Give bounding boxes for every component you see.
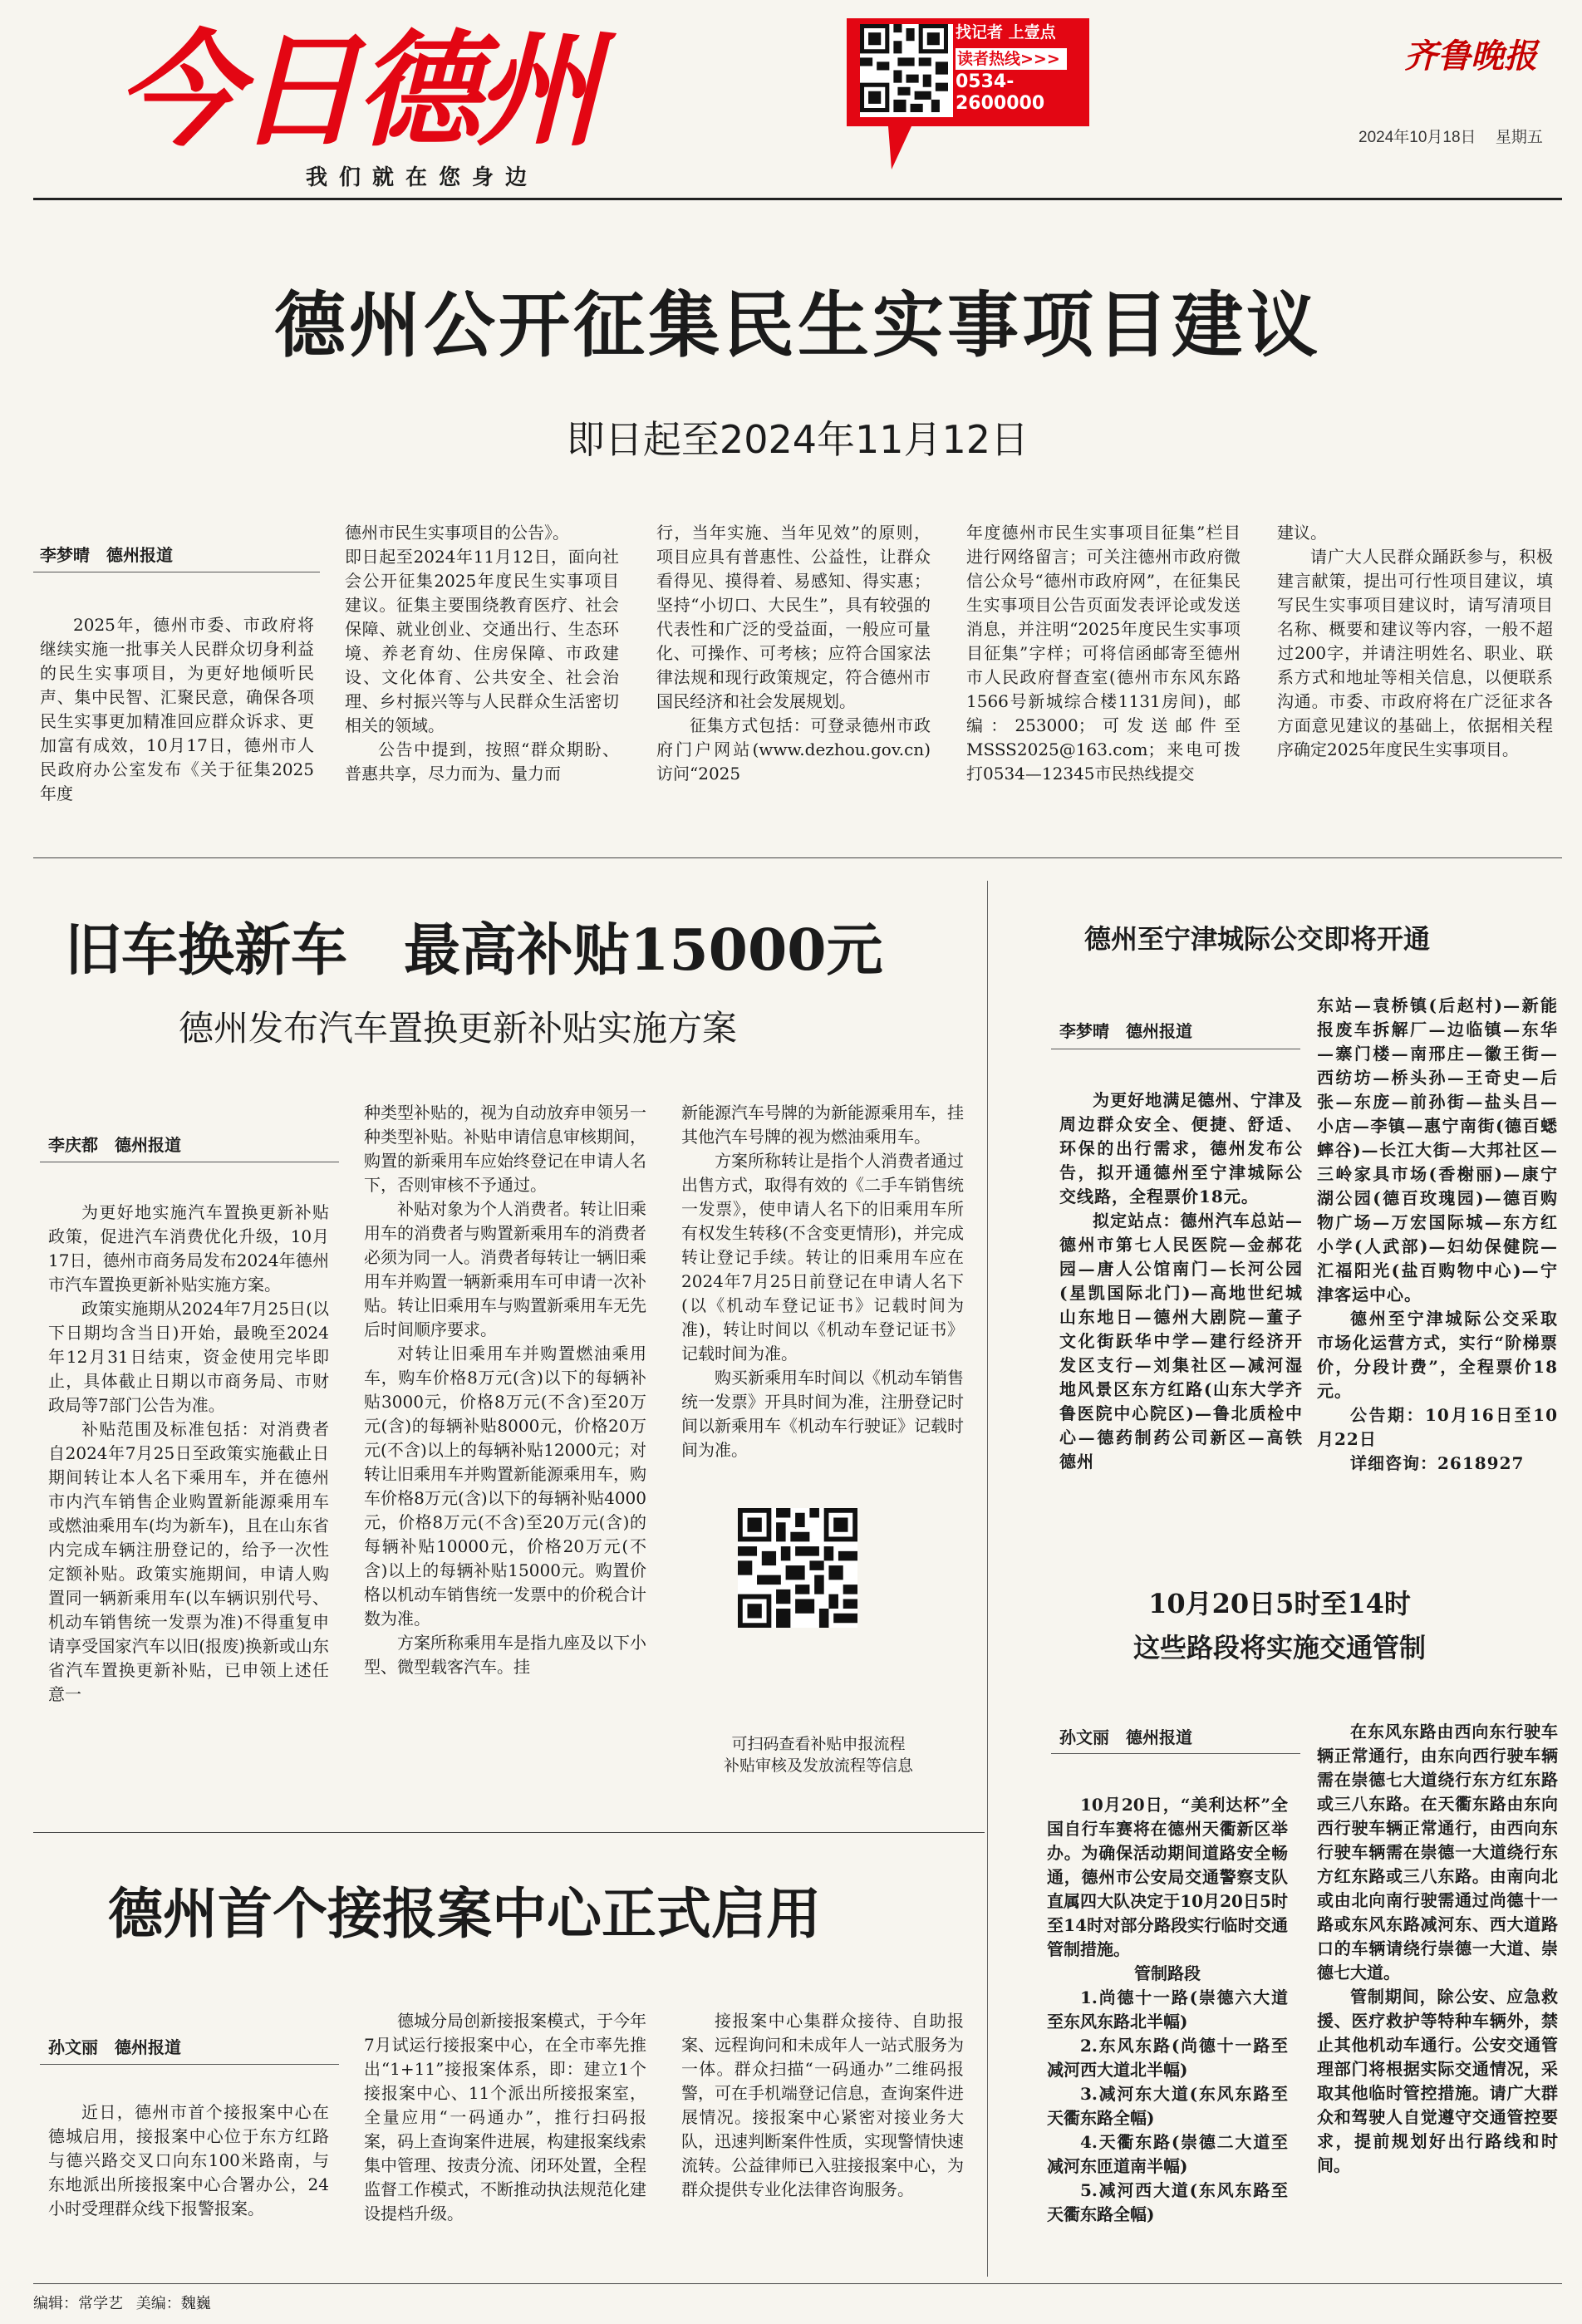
section-divider (33, 1832, 985, 1833)
paragraph: 政策实施期从2024年7月25日(以下日期均含当日)开始，最晚至2024年12月31日结束，资金使用完毕即止，具体截止日期以市商务局、市财政局等7部门公告为准。 (48, 1299, 329, 1415)
masthead-title: 今日德州 (116, 19, 596, 164)
article1-col3 (656, 521, 931, 820)
column-divider (987, 881, 988, 2277)
road-item: 4.天衢东路(崇德二大道至减河东匝道南半幅) (1047, 2132, 1288, 2176)
paragraph: 购买新乘用车时间以《机动车销售统一发票》开具时间为准，注册登记时间以新乘用车《机动车行驶证》记载时间为准。 (681, 1368, 964, 1460)
qr-caption-line-1: 可扫码查看补贴申报流程 (731, 1735, 906, 1753)
footer-designer: 美编：魏巍 (135, 2295, 211, 2312)
paragraph: 请广大人民群众踊跃参与，积极建言献策，提出可行性项目建议，填写民生实事项目建议时，请写清项目名称、概要和建议等内容，一般不超过200字，并请注明姓名、职业、联系方式和地址等相关信息，以便联系沟通。市委、市政府将在广泛征求各方面意见建议的基础上，依据相关程序确定2025年度民生实事项目。 (1277, 547, 1553, 759)
article1-col4 (966, 521, 1241, 820)
article4-byline: 孙文丽 德州报道 (1059, 1727, 1192, 1747)
article5-col2 (364, 2009, 646, 2283)
paragraph: 年度德州市民生实事项目征集”栏目进行网络留言；可关注德州市政府微信公众号“德州市政府网”，在征集民生实事项目公告页面发表评论或发送消息，并注明“2025年度民生实事项目征集”字样；可将信函邮寄至德州市人民政府督查室(德州市东风东路1566号新城综合楼1131房间)，邮编：253000；可发送邮件至MSSS2025@163.com；来电可拨打0534—12345市民热线提交 (966, 523, 1241, 784)
reader-qr-code[interactable] (857, 22, 956, 120)
article1-headline: 德州公开征集民生实事项目建议 (274, 283, 1321, 367)
promo-line-3: 0534- (956, 71, 1015, 92)
masthead-rule (33, 198, 1562, 200)
paragraph: 2025年，德州市委、市政府将继续实施一批事关人民群众切身利益的民生实事项目，为更好地倾听民声、集中民智、汇聚民意，确保各项民生实事更加精准回应群众诉求、更加富有成效，10月17日，德州市人民政府办公室发布《关于征集2025年度 (40, 615, 314, 803)
article2-byline: 李庆都 德州报道 (48, 1135, 181, 1155)
paragraph: 拟定站点：德州汽车总站—德州市第七人民医院—金郝花园—唐人公馆南门—长河公园(星凯国际北门)—高地世纪城山东地日—德州大剧院—董子文化街跃华中学—建行经济开发区支行—刘集社区—减河湿地风景区东方红路(山东大学齐鲁医院中心院区)—鲁北质检中心—德药制药公司新区—高铁德州 (1059, 1211, 1303, 1472)
paragraph: 为更好地满足德州、宁津及周边群众安全、便捷、舒适、环保的出行需求，德州发布公告，拟开通德州至宁津城际公交线路，全程票价18元。 (1059, 1090, 1303, 1206)
article2-subhead: 德州发布汽车置换更新补贴实施方案 (179, 1008, 738, 1049)
article5-col3 (681, 2009, 964, 2283)
paragraph: 对转让旧乘用车并购置燃油乘用车，购车价格8万元(含)以下的每辆补贴3000元，价格8万元(不含)至20万元(含)的每辆补贴8000元，价格20万元(不含)以上的每辆补贴12000元；对转让旧乘用车并购置新能源乘用车，购车价格8万元(含)以下的每辆补贴4000元，价格8万元(不含)至20万元(含)的每辆补贴10000元，价格20万元(不含)以上的每辆补贴15000元。购置价格以机动车销售统一发票中的价税合计数为准。 (364, 1344, 646, 1629)
paragraph: 10月20日，“美利达杯”全国自行车赛将在德州天衢新区举办。为确保活动期间道路安全畅通，德州市公安局交通警察支队直属四大队决定于10月20日5时至14时对部分路段实行临时交通管制措施。 (1047, 1795, 1288, 1959)
road-item: 1.尚德十一路(崇德六大道至东风东路北半幅) (1047, 1987, 1288, 2032)
paragraph: 详细咨询：2618927 (1350, 1453, 1525, 1473)
article2-col2 (364, 1101, 646, 1815)
article1-col5 (1277, 521, 1553, 820)
paragraph: 行，当年实施、当年见效”的原则，项目应具有普惠性、公益性，让群众看得见、摸得着、易感知、得实惠；坚持“小切口、大民生”，具有较强的代表性和广泛的受益面，一般应可量化、可操作、可考核；应符合国家法律法规和现行政策规定，符合德州市国民经济和社会发展规划。 (656, 523, 931, 711)
qr-code-icon (860, 24, 948, 112)
article3-byline: 李梦晴 德州报道 (1059, 1021, 1192, 1041)
article5-col1 (48, 2100, 329, 2283)
promo-line-2: 读者热线>>> (956, 48, 1067, 70)
article1-col1 (40, 613, 314, 817)
paragraph: 种类型补贴的，视为自动放弃申领另一种类型补贴。补贴申请信息审核期间，购置的新乘用车应始终登记在申请人名下，否则审核不予通过。 (364, 1103, 646, 1195)
paragraph: 德城分局创新接报案模式，于今年7月试运行接报案中心，在全市率先推出“1+11”接报案体系，即：建立1个接报案中心、11个派出所接报案室，全量应用“一码通办”，推行扫码报案，码上查询案件进展，构建报案线索集中管理、按责分流、闭环处置，全程监督工作模式，不断推动执法规范化建设提档升级。 (364, 2011, 646, 2223)
issue-weekday: 星期五 (1495, 129, 1543, 146)
masthead-slogan: 我们就在您身边 (306, 165, 539, 190)
section-divider (33, 857, 1562, 858)
road-item: 2.东风东路(尚德十一路至减河西大道北半幅) (1047, 2036, 1288, 2080)
article5-headline: 德州首个接报案中心正式启用 (108, 1881, 821, 1946)
article4-headline-line2: 这些路段将实施交通管制 (1132, 1632, 1426, 1663)
article4-col1 (1047, 1793, 1288, 2283)
paragraph: 接报案中心集群众接待、自助报案、远程询问和未成年人一站式服务为一体。群众扫描“一码通办”二维码报警，可在手机端登记信息，查询案件进展情况。接报案中心紧密对接业务大队，迅速判断案件性质，实现警情快速流转。公益律师已入驻接报案中心，为群众提供专业化法律咨询服务。 (681, 2011, 964, 2199)
paragraph: 东站—袁桥镇(后赵村)—新能报废车拆解厂—边临镇—东华—寨门楼—南邢庄—徽王街—西纺坊—桥头孙—王奇史—后张—东庞—前孙街—盐头吕—小店—李镇—惠宁南街(德百蟋蟀谷)—长江大街—大邦社区—三岭家具市场(香榭丽)—康宁湖公园(德百玫瑰园)—德百购物广场—万宏国际城—东方红小学(人武部)—妇幼保健院—汇福阳光(盐百购物中心)—宁津客运中心。 (1317, 995, 1558, 1304)
qr-code-icon (738, 1508, 857, 1628)
promo-line-1: 找记者 上壹点 (956, 23, 1056, 42)
paragraph: 公告期：10月16日至10月22日 (1317, 1405, 1558, 1449)
qr-caption (698, 1733, 939, 1776)
dateline (1358, 125, 1543, 147)
paragraph: 近日，德州市首个接报案中心在德城启用，接报案中心位于东方红路与德兴路交叉口向东100米路南，与东地派出所接报案中心合署办公，24小时受理群众线下报警报案。 (48, 2102, 329, 2218)
brand-logo: 齐鲁晚报 (1404, 37, 1537, 76)
paragraph: 方案所称转让是指个人消费者通过出售方式，取得有效的《二手车销售统一发票》，使申请人名下的旧乘用车所有权发生转移(不含变更情形)，并完成转让登记手续。转让的旧乘用车应在2024年7月25日前登记在申请人名下(以《机动车登记证书》记载时间为准)，转让时间以《机动车登记证书》记载时间为准。 (681, 1151, 964, 1363)
article4-col2 (1317, 1720, 1558, 2285)
paragraph: 即日起至2024年11月12日，面向社会公开征集2025年度民生实事项目建议。征集主要围绕教育医疗、社会保障、就业创业、交通出行、生态环境、养老育幼、住房保障、市政建设、文化体育、公共安全、社会治理、乡村振兴等与人民群众生活密切相关的领域。 (345, 547, 619, 735)
byline-rule (40, 2064, 339, 2065)
footer-rule (33, 2283, 1562, 2284)
paragraph: 方案所称乘用车是指九座及以下小型、微型载客汽车。挂 (364, 1633, 646, 1677)
footer-credits (33, 2292, 211, 2313)
promo-text (956, 22, 1080, 115)
article4-headline-line1: 10月20日5时至14时 (1148, 1588, 1411, 1619)
paragraph: 在东风东路由西向东行驶车辆正常通行，由东向西行驶车辆需在崇德七大道绕行东方红东路或三八东路。在天衢东路由东向西行驶车辆正常通行，由西向东行驶车辆需在崇德一大道绕行东方红东路或三八东路。由南向北或由北向南行驶需通过尚德十一路或东风东路减河东、西大道路口的车辆请绕行崇德一大道、崇德七大道。 (1317, 1722, 1558, 1983)
paragraph: 新能源汽车号牌的为新能源乘用车，挂其他汽车号牌的视为燃油乘用车。 (681, 1103, 964, 1147)
article3-col1 (1059, 1088, 1303, 1566)
article3-headline: 德州至宁津城际公交即将开通 (1084, 923, 1431, 955)
footer-editor: 编辑：常学艺 (33, 2295, 123, 2312)
paragraph: 为更好地实施汽车置换更新补贴政策，促进汽车消费优化升级，10月17日，德州市商务局发布2024年德州市汽车置换更新补贴实施方案。 (48, 1202, 329, 1295)
qr-caption-line-2: 补贴审核及发放流程等信息 (723, 1757, 913, 1775)
article1-subhead: 即日起至2024年11月12日 (566, 417, 1029, 462)
article1-col2 (345, 521, 619, 820)
road-item: 5.减河西大道(东风东路至天衢东路全幅) (1047, 2180, 1288, 2224)
byline-rule (1051, 1753, 1300, 1754)
paragraph: 补贴范围及标准包括：对消费者自2024年7月25日至政策实施截止日期间转让本人名下乘用车，并在德州市内汽车销售企业购置新能源乘用车或燃油乘用车(均为新车)，且在山东省内完成车辆注册登记的，给予一次性定额补贴。政策实施期间，申请人购置同一辆新乘用车(以车辆识别代号、机动车销售统一发票为准)不得重复申请享受国家汽车以旧(报废)换新或山东省汽车置换更新补贴，已申领上述任意一 (48, 1419, 329, 1704)
issue-date: 2024年10月18日 (1358, 129, 1476, 146)
paragraph: 征集方式包括：可登录德州市政府门户网站(www.dezhou.gov.cn)访问“2025 (656, 715, 931, 784)
paragraph: 建议。 (1277, 523, 1327, 543)
road-item: 3.减河东大道(东风东路至天衢东路全幅) (1047, 2084, 1288, 2128)
article5-byline: 孙文丽 德州报道 (48, 2037, 181, 2057)
article2-col1 (48, 1201, 329, 1814)
article1-byline: 李梦晴 德州报道 (40, 545, 173, 565)
paragraph: 德州至宁津城际公交采取市场化运营方式，实行“阶梯票价，分段计费”，全程票价18元。 (1317, 1309, 1558, 1401)
paragraph: 补贴对象为个人消费者。转让旧乘用车的消费者与购置新乘用车的消费者必须为同一人。消费者每转让一辆旧乘用车并购置一辆新乘用车可申请一次补贴。转让旧乘用车与购置新乘用车无先后时间顺序要求。 (364, 1199, 646, 1339)
article3-col2 (1317, 994, 1558, 1567)
article2-headline: 旧车换新车 最高补贴15000元 (65, 917, 883, 984)
paragraph: 管制期间，除公安、应急救援、医疗救护等特种车辆外，禁止其他机动车通行。公安交通管理部门将根据实际交通情况，采取其他临时管控措施。请广大群众和驾驶人自觉遵守交通管控要求，提前规划好出行路线和时间。 (1317, 1987, 1558, 2175)
control-title: 管制路段 (1134, 1963, 1201, 1983)
promo-line-4: 2600000 (956, 93, 1045, 114)
subsidy-qr-code[interactable] (738, 1508, 857, 1628)
paragraph: 公告中提到，按照“群众期盼、普惠共享，尽力而为、量力而 (345, 739, 619, 784)
paragraph: 德州市民生实事项目的公告》。 (345, 523, 569, 543)
